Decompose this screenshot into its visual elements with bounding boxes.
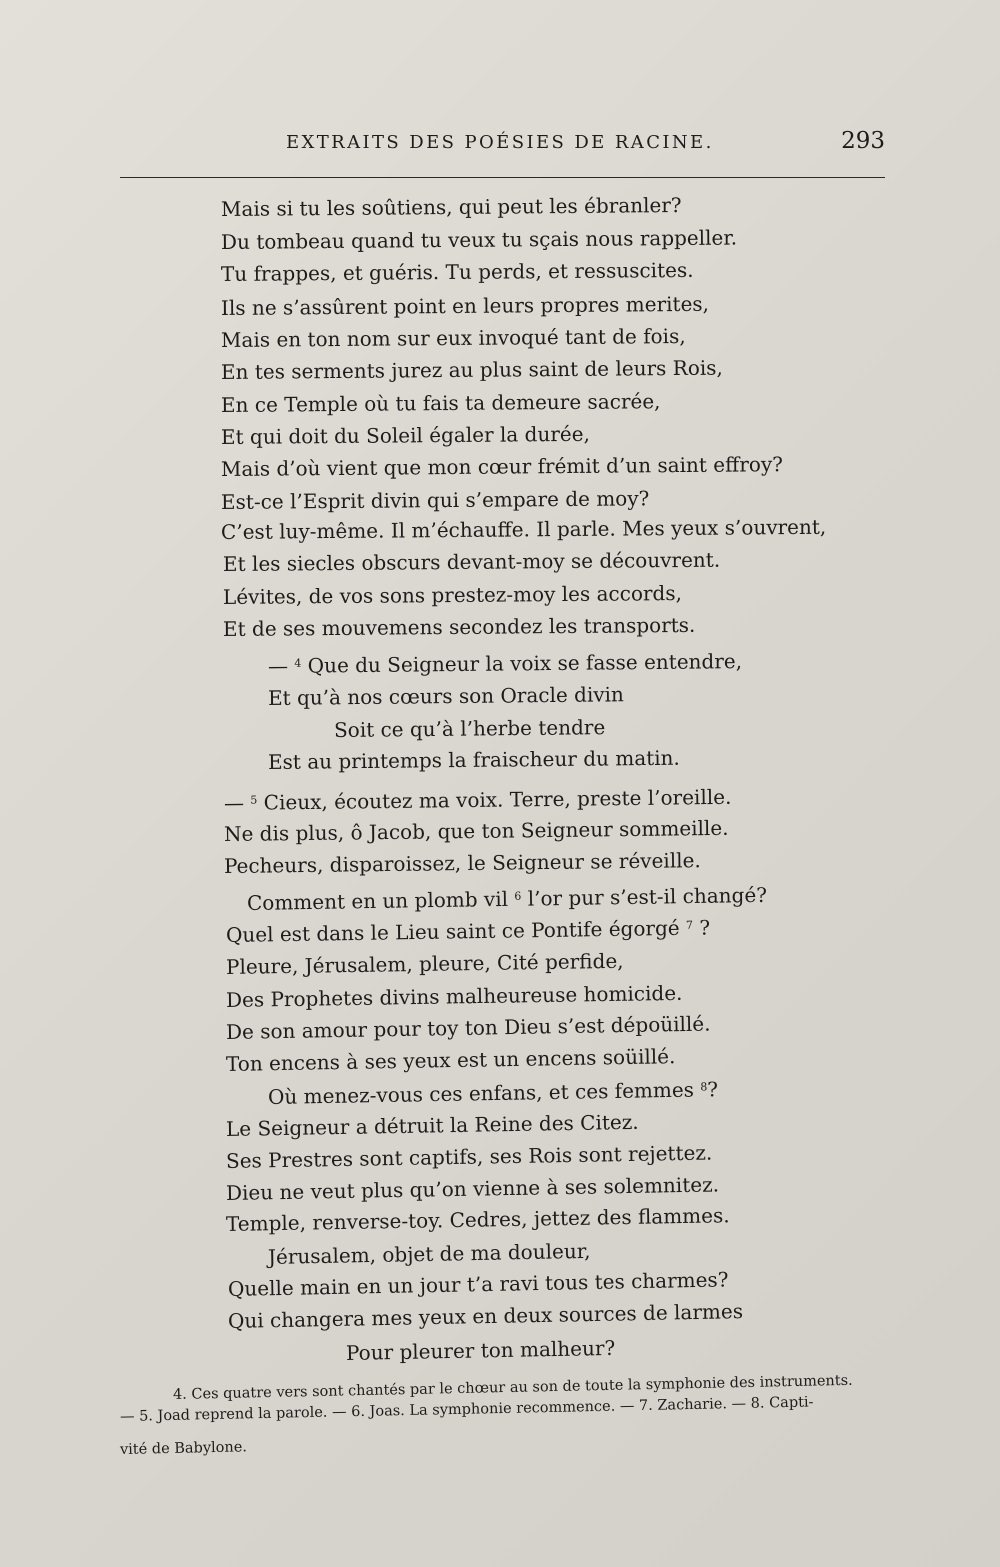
verse-line [223,581,682,609]
speaker-dash: — [223,790,251,815]
verse-line [268,1239,591,1269]
verse-line [221,356,723,384]
footnote-line: 4. Ces quatre vers sont chantés par le chœur au son de toute la symphonie des instruments. [172,1372,853,1403]
footnote-marker: 8 [700,1080,708,1094]
verse-line [226,915,710,947]
verse-line [221,486,650,514]
verse-text: Du tombeau quand tu veux tu sçais nous rappeller. [220,225,738,254]
verse-line [268,682,624,710]
verse-text: Pecheurs, disparoissez, le Seigneur se réveille. [223,848,701,878]
footnote-marker: 4 [294,656,302,670]
footnote-line: — 5. Joad reprend la parole. — 6. Joas. La symphonie recommence. — 7. Zacharie. — 8. Capti- [119,1394,814,1425]
verse-text: Est au printemps la fraischeur du matin. [267,745,680,774]
verse-text-tail: l’or pur s’est-il changé? [521,882,768,911]
verse-text: Quel est dans le Lieu saint ce Pontife égorgé [225,915,687,947]
verse-text: Ne dis plus, ô Jacob, que ton Seigneur sommeille. [223,815,729,846]
verse-text: Et qu’à nos cœurs son Oracle divin [267,682,624,710]
verse-line [226,1141,713,1173]
verse-line [226,981,683,1012]
verse-line [226,1172,719,1205]
verse-text: Cieux, écoutez ma voix. Terre, preste l’oreille. [257,784,732,815]
verse-line [221,193,682,221]
verse-line [221,389,661,417]
footnote-marker: 7 [685,918,694,932]
verse-text: Comment en un plomb vil [246,886,515,915]
verse-line [228,1299,743,1333]
verse-text: En ce Temple où tu fais ta demeure sacrée, [220,389,661,417]
verse-text: Jérusalem, objet de ma douleur, [267,1238,591,1269]
verse-line [223,548,720,576]
verse-text: C’est luy-même. Il m’échauffe. Il parle. Mes yeux s’ouvrent, [220,514,827,544]
verse-text: Qui changera mes yeux en deux sources de larmes [227,1299,744,1333]
verse-line [221,515,826,544]
verse-text: Est-ce l’Esprit divin qui s’empare de moy? [220,486,650,514]
verse-text: Tu frappes, et guéris. Tu perds, et ressuscites. [220,257,694,286]
header-rule [120,177,885,178]
verse-line [228,1267,729,1301]
verse-text: Des Prophetes divins malheureuse homicide. [225,980,683,1012]
verse-line [223,613,696,641]
verse-text: Que du Seigneur la voix se fasse entendre, [301,649,743,678]
verse-text: Pleure, Jérusalem, pleure, Cité perfide, [225,948,624,979]
verse-line [221,422,590,449]
verse-text: Où menez-vous ces enfans, et ces femmes [267,1077,701,1109]
verse-line [268,746,680,774]
speaker-dash: — [267,653,295,678]
verse-text-tail: ? [707,1077,719,1102]
verse-line [224,816,729,846]
verse-text: Et qui doit du Soleil égaler la durée, [220,421,590,449]
verse-text: De son amour pour toy ton Dieu s’est dépoüillé. [225,1011,711,1044]
verse-text: Et de ses mouvemens secondez les transports. [222,612,696,641]
verse-line [346,1336,616,1365]
verse-line [226,949,624,979]
verse-text-tail: ? [692,915,711,940]
verse-text: Soit ce qu’à l’herbe tendre [333,715,606,742]
verse-line [226,1110,639,1141]
verse-text: Mais si tu les soûtiens, qui peut les ébranler? [220,192,682,221]
verse-text: Le Seigneur a détruit la Reine des Citez. [225,1109,639,1141]
verse-text: Dieu ne veut plus qu’on vienne à ses solemnitez. [225,1172,720,1205]
verse-line [268,1077,718,1109]
verse-text: Ils ne s’assûrent point en leurs propres merites, [220,291,710,320]
verse-line [268,649,742,678]
running-head [120,128,885,162]
footnote-marker: 6 [514,889,522,903]
verse-line [226,1012,711,1044]
verse-text: Temple, renverse-toy. Cedres, jettez des flammes. [225,1203,730,1236]
verse-text: Quelle main en un jour t’a ravi tous tes charmes? [227,1267,729,1301]
verse-text: En tes serments jurez au plus saint de leurs Rois, [220,355,723,384]
verse-text: Mais d’où vient que mon cœur frémit d’un saint effroy? [220,452,784,481]
verse-text: Lévites, de vos sons prestez-moy les accords, [222,580,683,609]
verse-line [224,848,701,878]
verse-text: Ses Prestres sont captifs, ses Rois sont rejettez. [225,1140,713,1173]
verse-line [221,324,686,352]
verse-line [221,225,737,254]
verse-line [221,292,709,320]
verse-line [224,785,732,815]
page-number: 293 [841,128,885,154]
verse-text: Mais en ton nom sur eux invoqué tant de fois, [220,323,686,352]
verse-text: Pour pleurer ton malheur? [345,1335,616,1365]
verse-text: Ton encens à ses yeux est un encens soüillé. [225,1044,676,1076]
footnote-line: vité de Babylone. [119,1439,248,1458]
verse-text: Et les siecles obscurs devant-moy se découvrent. [222,547,721,576]
verse-line [221,452,783,481]
running-title: EXTRAITS DES POÉSIES DE RACINE. [286,132,714,153]
verse-line [226,1203,730,1236]
verse-line [334,715,605,742]
footnote-marker: 5 [250,793,258,807]
verse-line [247,883,767,915]
verse-line [221,258,694,286]
verse-line [226,1044,676,1076]
